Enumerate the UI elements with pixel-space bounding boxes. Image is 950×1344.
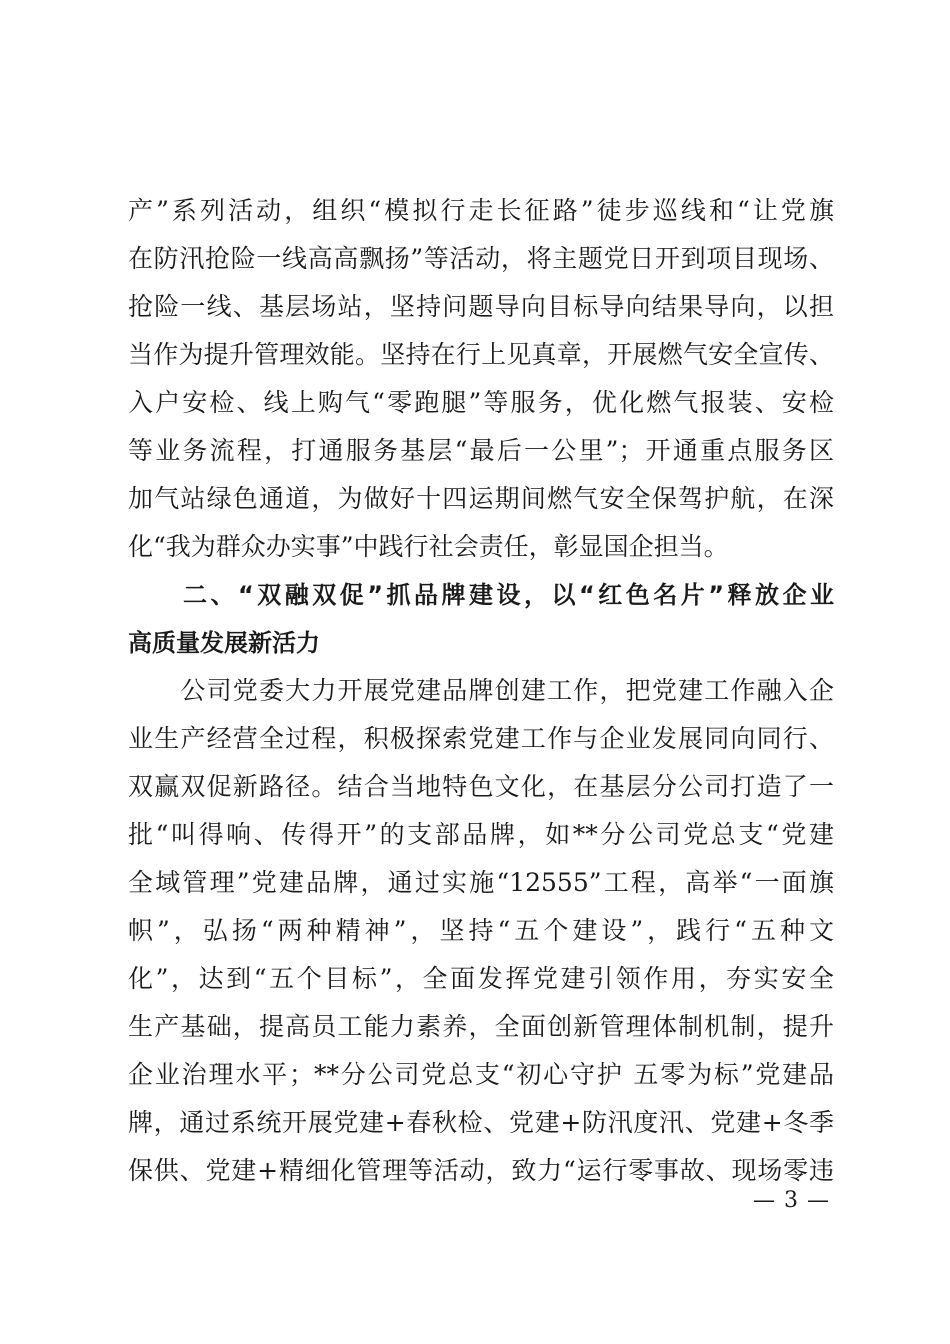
text-line: 化”，达到“五个目标”，全面发挥党建引领作用，夯实安全 (128, 964, 834, 993)
heading-line: 二、“双融双促”抓品牌建设，以“红色名片”释放企业 (128, 581, 834, 609)
text-line: 全域管理”党建品牌，通过实施“12555”工程，高举“一面旗 (128, 868, 834, 897)
text-line: 保供、党建+精细化管理等活动，致力“运行零事故、现场零违 (128, 1156, 834, 1185)
text-line: 入户安检、线上购气“零跑腿”等服务，优化燃气报装、安检 (128, 388, 834, 417)
text-line: 公司党委大力开展党建品牌创建工作，把党建工作融入企 (128, 676, 834, 705)
text-line: 牌，通过系统开展党建+春秋检、党建+防汛度汛、党建+冬季 (128, 1108, 834, 1137)
page-number: — 3 — (753, 1188, 830, 1213)
text-line: 等业务流程，打通服务基层“最后一公里”；开通重点服务区 (128, 436, 834, 465)
text-line: 帜”，弘扬“两种精神”，坚持“五个建设”，践行“五种文 (128, 916, 834, 945)
paragraph (128, 667, 834, 1195)
section-heading (128, 571, 834, 667)
text-line: 企业治理水平；**分公司党总支“初心守护 五零为标”党建品 (128, 1060, 834, 1089)
heading-line: 高质量发展新活力 (128, 629, 320, 657)
text-line: 业生产经营全过程，积极探索党建工作与企业发展同向同行、 (128, 724, 834, 753)
body-text (128, 187, 834, 1195)
text-line: 双赢双促新路径。结合当地特色文化，在基层分公司打造了一 (128, 772, 834, 801)
text-line: 批“叫得响、传得开”的支部品牌，如**分公司党总支“党建 (128, 820, 834, 849)
text-line: 化“我为群众办实事”中践行社会责任，彰显国企担当。 (128, 532, 729, 561)
text-line: 在防汛抢险一线高高飘扬”等活动，将主题党日开到项目现场、 (128, 244, 834, 273)
text-line: 加气站绿色通道，为做好十四运期间燃气安全保驾护航，在深 (128, 484, 834, 513)
text-line: 生产基础，提高员工能力素养，全面创新管理体制机制，提升 (128, 1012, 834, 1041)
text-line: 产”系列活动，组织“模拟行走长征路”徒步巡线和“让党旗 (128, 196, 834, 225)
text-line: 当作为提升管理效能。坚持在行上见真章，开展燃气安全宣传、 (128, 340, 834, 369)
paragraph-continued (128, 187, 834, 571)
text-line: 抢险一线、基层场站，坚持问题导向目标导向结果导向，以担 (128, 292, 834, 321)
